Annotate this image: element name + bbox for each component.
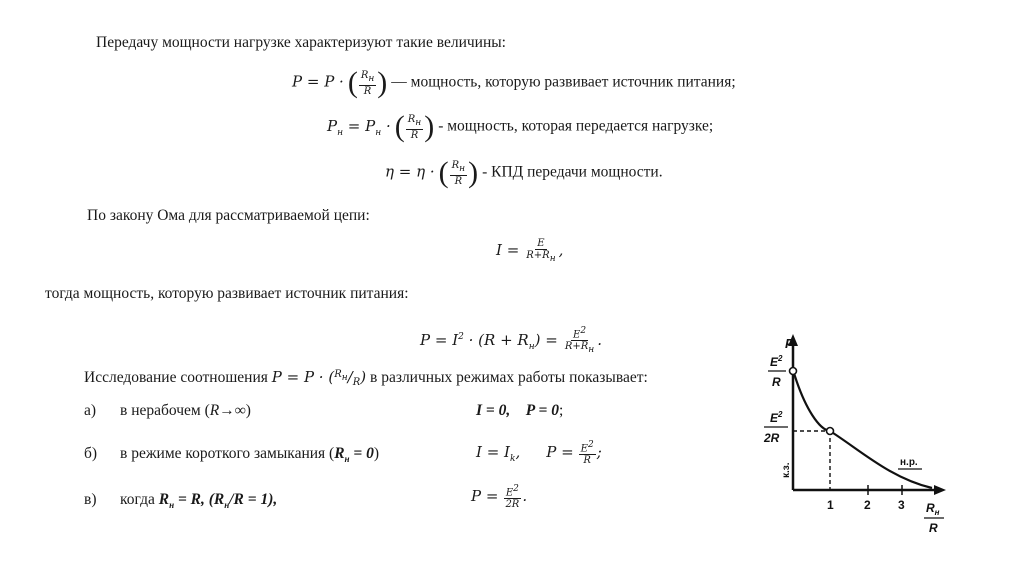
power-formula: $P = I^2 \cdot (R + R_н)$ = $\frac{E^2}{R+R_н}$ . bbox=[420, 326, 603, 356]
case-b-result: $I = I_k$, P = $\frac{E^2}{R}$ ; bbox=[476, 440, 602, 467]
formula-power-source bbox=[292, 68, 736, 98]
case-c-result: P = $\frac{E^2}{2R}$ . bbox=[471, 484, 528, 511]
point-short-circuit bbox=[790, 368, 797, 375]
x-axis-num: $R_н$ bbox=[926, 501, 940, 517]
np-label: н.р. bbox=[900, 457, 918, 468]
case-a-result: I = 0, P = 0; bbox=[476, 402, 564, 419]
formula-efficiency: η = η · ( $\frac{R_н}{R}$ ) - КПД передачи мощности. bbox=[385, 156, 663, 189]
formula1-fraction: ( $\frac{R_н}{R}$ ) bbox=[347, 66, 388, 99]
x-axis-den: R bbox=[929, 521, 938, 535]
formula2-fraction: ( $\frac{R_н}{R}$ ) bbox=[394, 110, 435, 143]
power-curve bbox=[793, 370, 932, 488]
study-line: Исследование соотношения P = P · ($^{R_н}$/R) в различных режимах работы показывает: bbox=[84, 368, 648, 388]
formula2-desc: - мощность, которая передается нагрузке; bbox=[438, 117, 714, 135]
formula1-lhs: P = P · bbox=[292, 72, 344, 91]
case-c-desc: когда $R_н = R$, $(R_н/R = 1)$, bbox=[120, 491, 278, 511]
formula3-fraction: ( $\frac{R_н}{R}$ ) bbox=[438, 156, 479, 189]
formula1-desc: — мощность, которую развивает источник питания; bbox=[391, 73, 736, 91]
formula3-desc: - КПД передачи мощности. bbox=[482, 163, 663, 181]
case-c-letter: в) bbox=[84, 491, 97, 508]
ohm-formula: I = $\frac{E}{R+R_н}$ , bbox=[496, 238, 564, 264]
y-tick1-den: R bbox=[772, 375, 781, 389]
y-tick2-den: 2R bbox=[764, 431, 780, 445]
x-axis-arrow bbox=[934, 485, 946, 495]
power-graph bbox=[750, 330, 950, 540]
intro-text: Передачу мощности нагрузке характеризуют такие величины: bbox=[96, 34, 506, 51]
x-tick-3: 3 bbox=[898, 498, 905, 512]
case-b-desc: в режиме короткого замыкания $(R_н = 0)$ bbox=[120, 445, 380, 465]
ohm-intro-text: По закону Ома для рассматриваемой цепи: bbox=[87, 207, 370, 224]
point-matched bbox=[827, 428, 834, 435]
x-tick-1: 1 bbox=[827, 498, 834, 512]
case-a-desc: в нерабочем (R→∞) bbox=[120, 402, 251, 419]
case-a-letter: а) bbox=[84, 402, 97, 419]
formula-power-load: $P_н = P_н$ · ( $\frac{R_н}{R}$ ) - мощность, которая передается нагрузке; bbox=[327, 110, 714, 143]
case-b-letter: б) bbox=[84, 445, 98, 462]
y-axis-label: P bbox=[785, 336, 794, 351]
x-tick-2: 2 bbox=[864, 498, 871, 512]
y-tick1-num: $E^2$ bbox=[770, 354, 783, 369]
power-intro-text: тогда мощность, которую развивает источник питания: bbox=[45, 285, 409, 302]
y-tick2-num: $E^2$ bbox=[770, 410, 783, 425]
kz-label: к.з. bbox=[781, 462, 792, 478]
